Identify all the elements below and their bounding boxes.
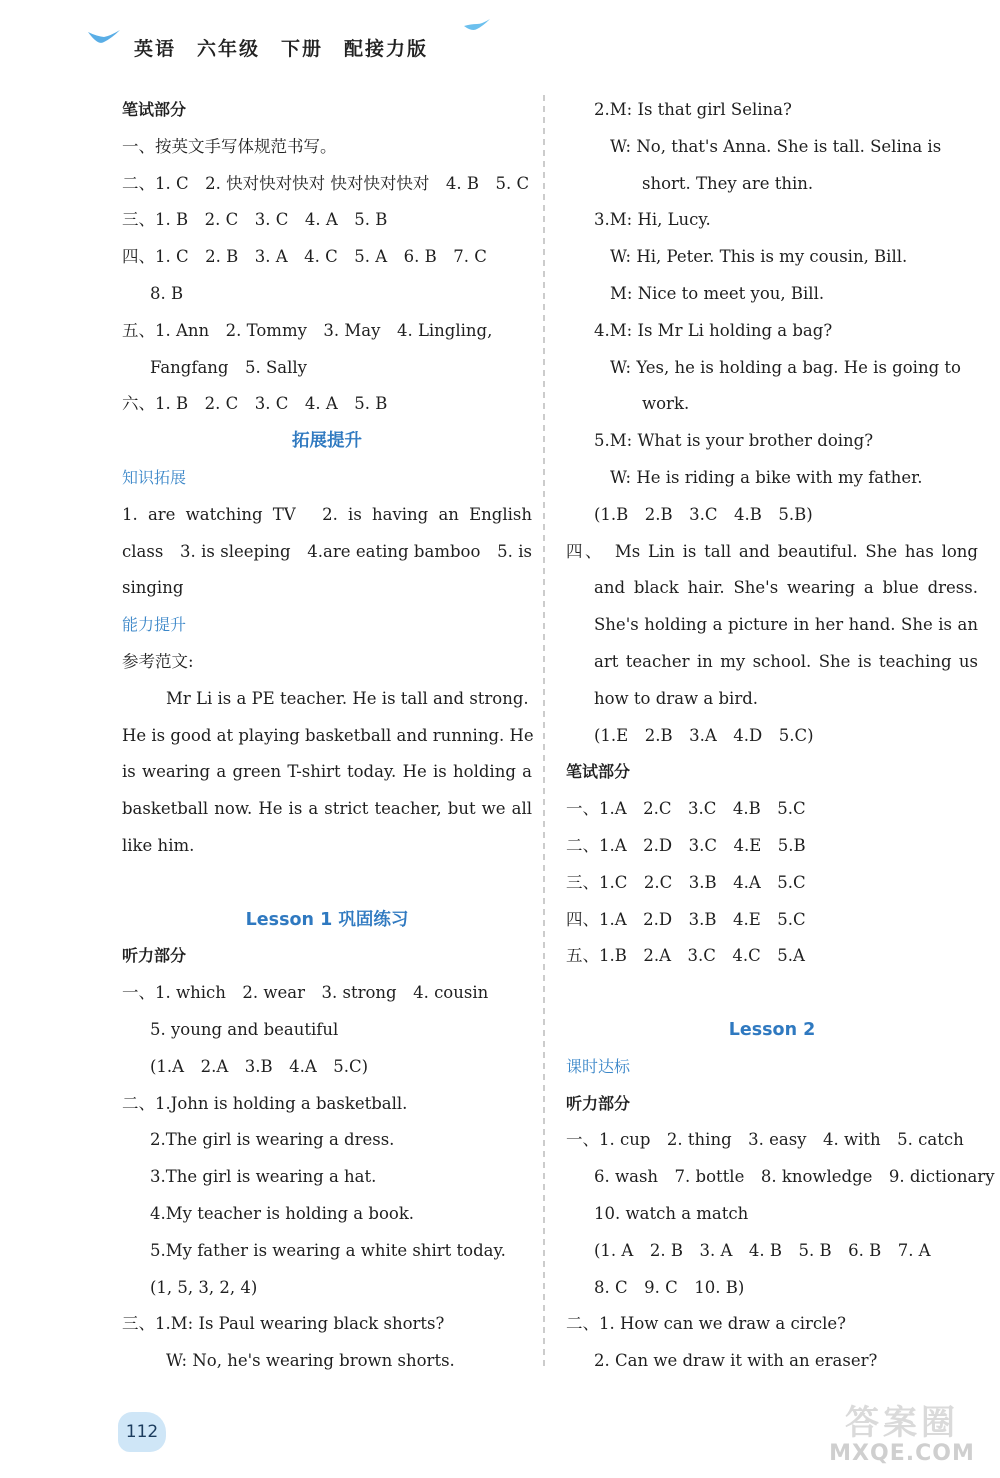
left-line: 听力部分 bbox=[122, 946, 187, 966]
right-line: W: Yes, he is holding a bag. He is going to bbox=[610, 357, 961, 377]
left-line: Fangfang 5. Sally bbox=[150, 357, 307, 377]
right-line: 五、1.B 2.A 3.C 4.C 5.A bbox=[566, 946, 805, 966]
right-line: 四、 Ms Lin is tall and beautiful. She has long bbox=[566, 541, 978, 561]
right-line: how to draw a bird. bbox=[594, 688, 759, 708]
left-line: (1, 5, 3, 2, 4) bbox=[150, 1277, 258, 1297]
right-line: 听力部分 bbox=[566, 1093, 631, 1113]
left-line: 五、1. Ann 2. Tommy 3. May 4. Lingling, bbox=[122, 320, 493, 340]
header-title: 英语 六年级 下册 配接力版 bbox=[134, 38, 429, 60]
right-line: short. They are thin. bbox=[642, 173, 814, 193]
left-line: 1. are watching TV 2. is having an English bbox=[122, 504, 532, 524]
left-line: like him. bbox=[122, 835, 195, 855]
bird-right-icon bbox=[462, 16, 492, 36]
right-line: M: Nice to meet you, Bill. bbox=[610, 283, 825, 303]
right-line: 课时达标 bbox=[566, 1056, 631, 1076]
bird-left-icon bbox=[86, 28, 122, 50]
left-line: is wearing a green T-shirt today. He is holding a bbox=[122, 762, 532, 782]
left-line: 4.My teacher is holding a book. bbox=[150, 1203, 415, 1223]
right-line: 一、1.A 2.C 3.C 4.B 5.C bbox=[566, 799, 806, 819]
right-line: 四、1.A 2.D 3.B 4.E 5.C bbox=[566, 909, 806, 929]
right-line: W: He is riding a bike with my father. bbox=[610, 467, 923, 487]
right-line: 3.M: Hi, Lucy. bbox=[594, 210, 711, 230]
right-line: 10. watch a match bbox=[594, 1203, 749, 1223]
left-line: 能力提升 bbox=[122, 615, 187, 635]
right-line: work. bbox=[642, 394, 690, 414]
left-line: Mr Li is a PE teacher. He is tall and strong. bbox=[166, 688, 529, 708]
right-line: 三、1.C 2.C 3.B 4.A 5.C bbox=[566, 872, 806, 892]
page-number bbox=[118, 1412, 166, 1452]
right-line: W: Hi, Peter. This is my cousin, Bill. bbox=[610, 247, 908, 267]
left-line: 二、1.John is holding a basketball. bbox=[122, 1093, 408, 1113]
left-line: 参考范文: bbox=[122, 651, 194, 671]
right-line: 6. wash 7. bottle 8. knowledge 9. dictionary bbox=[594, 1167, 995, 1187]
watermark-logo: 答案圈 bbox=[845, 1403, 959, 1443]
column-divider bbox=[541, 95, 547, 1370]
left-line: 8. B bbox=[150, 283, 184, 303]
left-line: basketball now. He is a strict teacher, but we all bbox=[122, 799, 532, 819]
right-line bbox=[566, 975, 978, 1012]
left-line: 拓展提升 bbox=[292, 431, 362, 452]
right-line: Lesson 2 bbox=[728, 1019, 816, 1040]
page-header bbox=[0, 0, 1000, 80]
right-line: 一、1. cup 2. thing 3. easy 4. with 5. catch bbox=[566, 1130, 964, 1150]
watermark-url: MXQE.COM bbox=[829, 1441, 975, 1466]
right-line: 4.M: Is Mr Li holding a bag? bbox=[594, 320, 833, 340]
right-line: 二、1. How can we draw a circle? bbox=[566, 1314, 847, 1334]
right-line: art teacher in my school. She is teaching us bbox=[594, 651, 978, 671]
left-line: 3.The girl is wearing a hat. bbox=[150, 1167, 377, 1187]
left-line: 5.My father is wearing a white shirt today. bbox=[150, 1240, 506, 1260]
watermark bbox=[812, 1395, 992, 1473]
right-line: She's holding a picture in her hand. She is an bbox=[594, 615, 978, 635]
left-line: 六、1. B 2. C 3. C 4. A 5. B bbox=[122, 394, 388, 414]
left-line: 二、1. C 2. 快对快对快对 快对快对快对 4. B 5. C bbox=[122, 173, 530, 193]
right-line: (1. A 2. B 3. A 4. B 5. B 6. B 7. A bbox=[594, 1240, 931, 1260]
left-line: 三、1. B 2. C 3. C 4. A 5. B bbox=[122, 210, 388, 230]
left-line: 笔试部分 bbox=[122, 100, 187, 119]
left-line: 5. young and beautiful bbox=[150, 1019, 339, 1039]
left-line: 一、按英文手写体规范书写。 bbox=[122, 136, 337, 156]
left-line: Lesson 1 巩固练习 bbox=[245, 909, 409, 930]
left-line: 三、1.M: Is Paul wearing black shorts? bbox=[122, 1314, 445, 1334]
left-line: class 3. is sleeping 4.are eating bamboo 5. is bbox=[122, 541, 532, 561]
left-line: 一、1. which 2. wear 3. strong 4. cousin bbox=[122, 983, 489, 1003]
right-column bbox=[566, 92, 995, 1380]
right-line: 8. C 9. C 10. B) bbox=[594, 1277, 745, 1297]
left-line bbox=[122, 865, 532, 902]
right-line: 5.M: What is your brother doing? bbox=[594, 431, 874, 451]
right-line: and black hair. She's wearing a blue dress. bbox=[594, 578, 978, 598]
left-column bbox=[122, 92, 532, 1380]
left-line: 2.The girl is wearing a dress. bbox=[150, 1130, 395, 1150]
right-line: 笔试部分 bbox=[566, 762, 631, 782]
right-line: (1.E 2.B 3.A 4.D 5.C) bbox=[594, 725, 814, 745]
page-number-text: 112 bbox=[125, 1422, 159, 1442]
left-line: (1.A 2.A 3.B 4.A 5.C) bbox=[150, 1056, 369, 1076]
right-line: W: No, that's Anna. She is tall. Selina is bbox=[610, 136, 942, 156]
left-line: He is good at playing basketball and running. He bbox=[122, 725, 534, 745]
left-line: 四、1. C 2. B 3. A 4. C 5. A 6. B 7. C bbox=[122, 247, 487, 267]
right-line: 2.M: Is that girl Selina? bbox=[594, 100, 792, 119]
right-line: 2. Can we draw it with an eraser? bbox=[594, 1351, 878, 1371]
left-line: W: No, he's wearing brown shorts. bbox=[166, 1351, 455, 1371]
right-line: (1.B 2.B 3.C 4.B 5.B) bbox=[594, 504, 813, 524]
left-line: 知识拓展 bbox=[122, 467, 187, 487]
left-line: singing bbox=[122, 578, 184, 598]
right-line: 二、1.A 2.D 3.C 4.E 5.B bbox=[566, 835, 806, 855]
